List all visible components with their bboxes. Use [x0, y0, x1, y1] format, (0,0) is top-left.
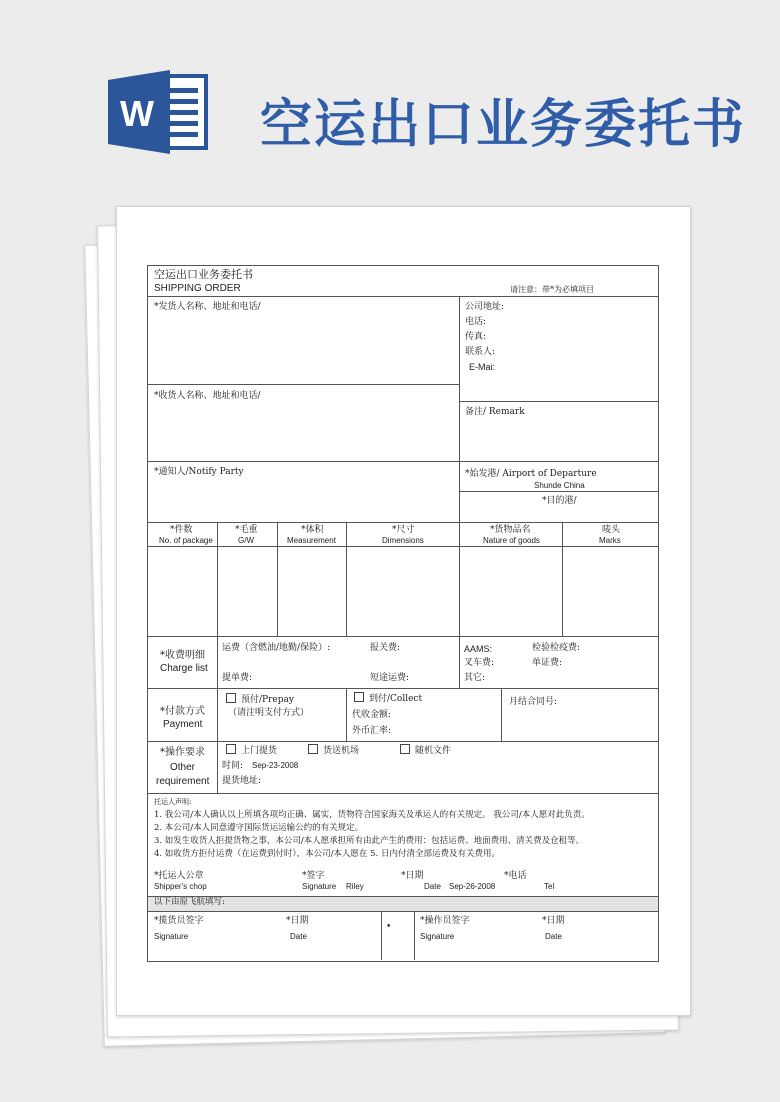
prepay-checkbox[interactable]	[226, 693, 236, 703]
remark-label: 备注/ Remark	[465, 407, 525, 417]
company-email-label: E-Mai:	[469, 362, 496, 372]
door-pickup-checkbox[interactable]	[226, 744, 236, 754]
declaration-heading: 托运人声明:	[154, 798, 192, 806]
freight-label: 运费（含燃油/地勤/保险）:	[222, 643, 331, 653]
aams-label: AAMS:	[464, 644, 493, 654]
option-deliver-airport[interactable]	[308, 744, 359, 756]
payment-label-en: Payment	[163, 719, 203, 730]
other-fee-label: 其它:	[464, 673, 486, 683]
declaration-item: 3. 如发生收货人拒提货物之事，本公司/本人愿承担所有由此产生的费用：包括运费、地面费用、清关费及仓租等。	[154, 836, 585, 846]
date1-cn: *日期	[286, 916, 309, 926]
declaration-item: 4. 如收货方拒付运费（在运费到付时），本公司/本人愿在 5. 日内付清全部运费及有关费用。	[154, 849, 500, 859]
col-volume-en: Measurement	[287, 536, 336, 545]
option-documents[interactable]	[400, 744, 451, 756]
signature-cn: *签字	[302, 871, 325, 881]
inspection-fee-label: 检验检疫费:	[532, 643, 581, 653]
company-contact-label: 联系人:	[465, 347, 496, 357]
form-title-cn: 空运出口业务委托书	[154, 268, 253, 281]
departure-label: *始发港/ Airport of Departure	[465, 469, 597, 479]
col-goods-cn: *货物品名	[490, 525, 531, 535]
exchange-rate-label: 外币汇率:	[352, 726, 392, 736]
pickup-fee-label: 提单费:	[222, 673, 253, 683]
consignee-label: *收货人名称、地址和电话/	[154, 391, 261, 401]
operation-label-en2: requirement	[156, 776, 210, 787]
deliver-airport-checkbox[interactable]	[308, 744, 318, 754]
customs-fee-label: 报关费:	[370, 643, 401, 653]
payment-label-cn: *付款方式	[160, 706, 205, 717]
collect-option[interactable]	[354, 692, 422, 704]
pickup-time-label: 时间:	[222, 761, 244, 771]
form-title-en: SHIPPING ORDER	[154, 283, 241, 294]
col-marks-en: Marks	[599, 536, 621, 545]
col-goods-en: Nature of goods	[483, 536, 540, 545]
forklift-fee-label: 叉车费:	[464, 658, 495, 668]
sign-date-cn: *日期	[401, 871, 424, 881]
operation-label-en1: Other	[170, 762, 196, 773]
operator-signature-en: Signature	[420, 932, 455, 941]
col-weight-en: G/W	[238, 536, 254, 545]
company-fax-label: 传真:	[465, 332, 487, 342]
logo-letter: W	[120, 93, 154, 134]
receiver-signature-cn: *揽货员签字	[154, 916, 204, 926]
company-address-label: 公司地址:	[465, 302, 505, 312]
banner-title: 空运出口业务委托书	[260, 95, 747, 155]
departure-value: Shunde China	[534, 481, 585, 490]
prepay-label: 预付/Prepay	[241, 695, 294, 705]
deliver-airport-label: 货送机场	[323, 746, 360, 756]
sign-date-en: Date	[424, 882, 441, 891]
shipping-order-form	[147, 265, 659, 962]
col-dimensions-cn: *尺寸	[392, 525, 415, 535]
declaration-item: 2. 本公司/本人同意遵守国际货运运输公约的有关规定。	[154, 823, 364, 833]
door-pickup-label: 上门提货	[241, 746, 278, 756]
required-note: 请注意：带*为必填项目	[510, 285, 594, 294]
prepay-option[interactable]	[226, 693, 294, 705]
pickup-time-value: Sep-23-2008	[252, 761, 299, 770]
collect-checkbox[interactable]	[354, 692, 364, 702]
col-packages-cn: *件数	[170, 525, 193, 535]
col-volume-cn: *体积	[301, 525, 324, 535]
notify-party-label: *通知人/Notify Party	[154, 467, 244, 477]
signature-en: Signature	[302, 882, 337, 891]
company-phone-label: 电话:	[465, 317, 487, 327]
short-distance-fee-label: 短途运费:	[370, 673, 410, 683]
col-marks-cn: 唛头	[602, 525, 621, 535]
charges-label-cn: *收费明细	[160, 650, 205, 661]
col-packages-en: No. of package	[159, 536, 213, 545]
option-door-pickup[interactable]	[226, 744, 277, 756]
cod-amount-label: 代收金额:	[352, 710, 392, 720]
prepay-note: （请注明支付方式）	[228, 708, 310, 718]
operation-label-cn: *操作要求	[160, 747, 205, 758]
contract-no-label: 月结合同号:	[509, 697, 558, 707]
shipper-chop-en: Shipper's chop	[154, 882, 207, 891]
declaration-item: 1. 我公司/本人确认以上所填各项均正确、属实，货物符合国家海关及承运人的有关规定。 我公司/本人愿对此负责。	[154, 810, 590, 820]
charges-label-en: Charge list	[160, 663, 208, 674]
operator-signature-cn: *操作员签字	[420, 916, 470, 926]
word-icon	[108, 70, 208, 154]
date2-cn: *日期	[542, 916, 565, 926]
sign-date-value: Sep-26-2008	[449, 882, 496, 891]
collect-label: 到付/Collect	[369, 694, 423, 704]
documents-label: 随机文件	[415, 746, 452, 756]
documents-checkbox[interactable]	[400, 744, 410, 754]
airline-section-heading: 以下由原飞航填写:	[154, 897, 225, 907]
shipper-label: *发货人名称、地址和电话/	[154, 302, 261, 312]
signature-value: Riley	[346, 882, 364, 891]
tel-en: Tel	[544, 882, 555, 891]
tel-cn: *电话	[504, 871, 527, 881]
col-weight-cn: *毛重	[235, 525, 258, 535]
col-dimensions-en: Dimensions	[382, 536, 424, 545]
pickup-address-label: 提货地址:	[222, 776, 262, 786]
date2-en: Date	[545, 932, 562, 941]
middle-marker: •	[386, 922, 392, 932]
certificate-fee-label: 单证费:	[532, 658, 563, 668]
date1-en: Date	[290, 932, 307, 941]
shipper-chop-cn: *托运人公章	[154, 871, 204, 881]
destination-label: *目的港/	[542, 496, 577, 506]
receiver-signature-en: Signature	[154, 932, 189, 941]
